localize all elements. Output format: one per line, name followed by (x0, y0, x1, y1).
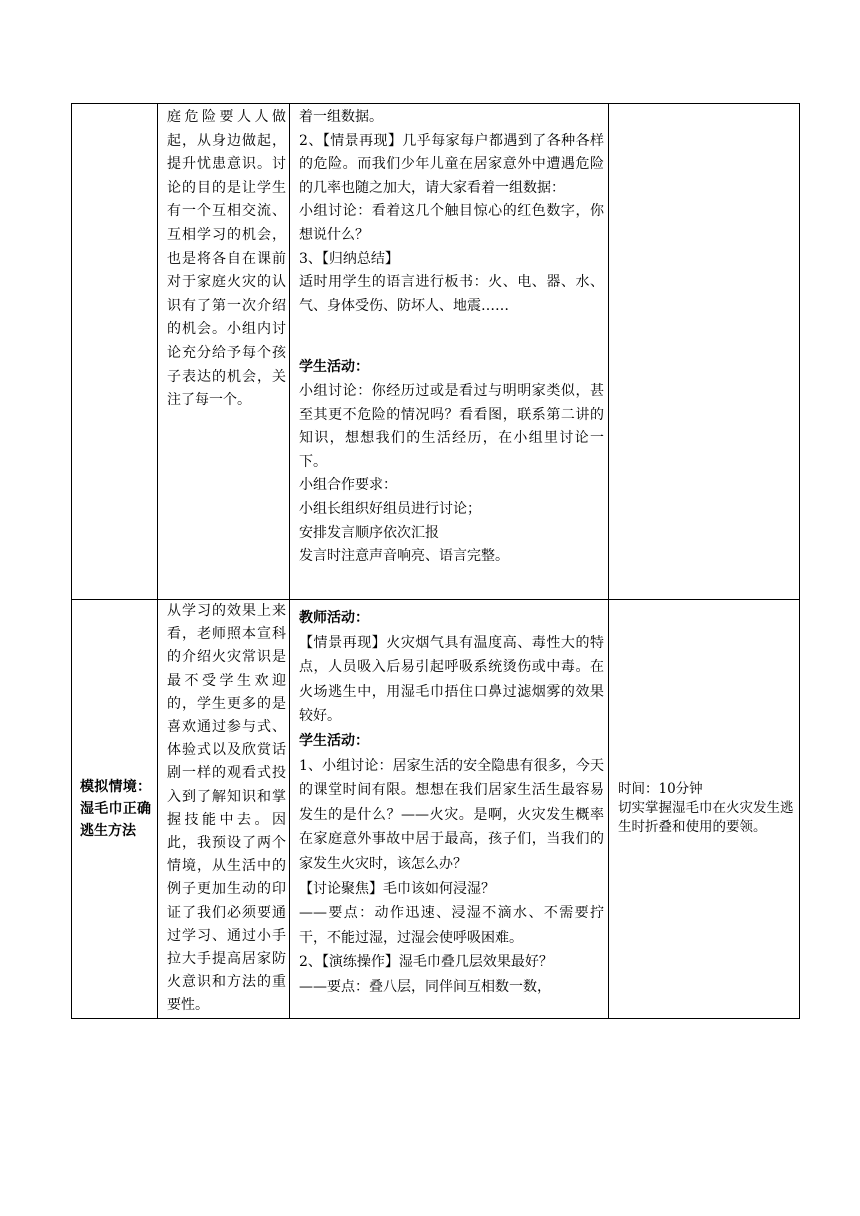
table-row (72, 600, 800, 1019)
activity-cell (290, 104, 609, 600)
notes-cell (609, 104, 800, 600)
student-activity-line: 小组讨论：你经历过或是看过与明明家类似，甚至其更不危险的情况吗？看看图，联系第二讲的知识，想想我们的生活经历，在小组里讨论一下。 (299, 382, 604, 470)
teacher-activity-line: 【情景再现】火灾烟气具有温度高、毒性大的特点，人员吸入后易引起呼吸系统烫伤或中毒。在火场逃生中，用湿毛巾捂住口鼻过滤烟雾的效果较好。 (299, 634, 604, 725)
stage-title: 模拟情境：湿毛巾正确逃生方法 (80, 778, 151, 839)
design-intent-cell (158, 600, 290, 1019)
student-activity-line: 2、【演练操作】湿毛巾叠几层效果最好？ (299, 954, 553, 971)
teacher-activity-line: 适时用学生的语言进行板书：火、电、器、水、气、身体受伤、防坏人、地震…… (299, 274, 604, 314)
student-activity-line: 发言时注意声音响亮、语言完整。 (299, 548, 509, 565)
student-activity-line: 【讨论聚焦】毛巾该如何浸湿？ (299, 880, 495, 897)
teacher-activity-line: 3、【归纳总结】 (299, 250, 399, 267)
time-note: 时间：10分钟 (618, 781, 703, 798)
spacer (290, 318, 608, 354)
student-activity-line: 小组合作要求： (299, 477, 397, 494)
student-activity-line: 安排发言顺序依次汇报 (299, 524, 439, 541)
student-activity-heading: 学生活动： (299, 732, 369, 749)
stage-cell (72, 104, 158, 600)
student-activity-line: ——要点：动作迅速、浸湿不滴水、不需要拧干，不能过湿，过湿会使呼吸困难。 (299, 905, 604, 946)
lesson-plan-table (71, 103, 800, 1019)
student-activity-line: 1、小组讨论：居家生活的安全隐患有很多，今天的课堂时间有限。想想在我们居家生活生最容易发生的是什么？——火灾。是啊，火灾发生概率在家庭意外事故中居于最高，孩子们，当我们的家发生火灾时，该怎么办？ (299, 757, 604, 872)
activity-cell (290, 600, 609, 1019)
goal-note: 切实掌握湿毛巾在火灾发生逃生时折叠和使用的要领。 (618, 800, 794, 836)
teacher-activity-line: 2、【情景再现】几乎每家每户都遇到了各种各样的危险。而我们少年儿童在居家意外中遭遇危险的几率也随之加大，请大家看着一组数据： (299, 132, 604, 196)
student-activity-heading: 学生活动： (299, 359, 369, 376)
design-intent-text: 庭危险要人人做起，从身边做起，提升忧患意识。讨论的目的是让学生有一个互相交流、互相学习的机会，也是将各自在课前对于家庭火灾的认识有了第一次介绍的机会。小组内讨论充分给予每个孩子表达的机会，关注了每一个。 (167, 109, 286, 409)
student-activity-line: 小组长组织好组员进行讨论； (299, 500, 481, 517)
teacher-activity-line: 着一组数据。 (299, 109, 383, 125)
teacher-activity-heading: 教师活动： (299, 610, 369, 626)
table-row (72, 104, 800, 600)
teacher-activity-line: 小组讨论：看着这几个触目惊心的红色数字，你想说什么？ (299, 203, 604, 243)
design-intent-cell (158, 104, 290, 600)
notes-cell (609, 600, 800, 1019)
stage-cell (72, 600, 158, 1019)
student-activity-line: ——要点：叠八层，同伴间互相数一数， (299, 978, 551, 995)
design-intent-text: 从学习的效果上来看，老师照本宣科的介绍火灾常识是最不受学生欢迎的，学生更多的是喜欢通过参与式、体验式以及欣赏话剧一样的观看式投入到了解知识和掌握技能中去。因此，我预设了两个情境，从生活中的例子更加生动的印证了我们必须要通过学习、通过小手拉大手提高居家防火意识和方法的重要性。 (167, 603, 286, 1014)
